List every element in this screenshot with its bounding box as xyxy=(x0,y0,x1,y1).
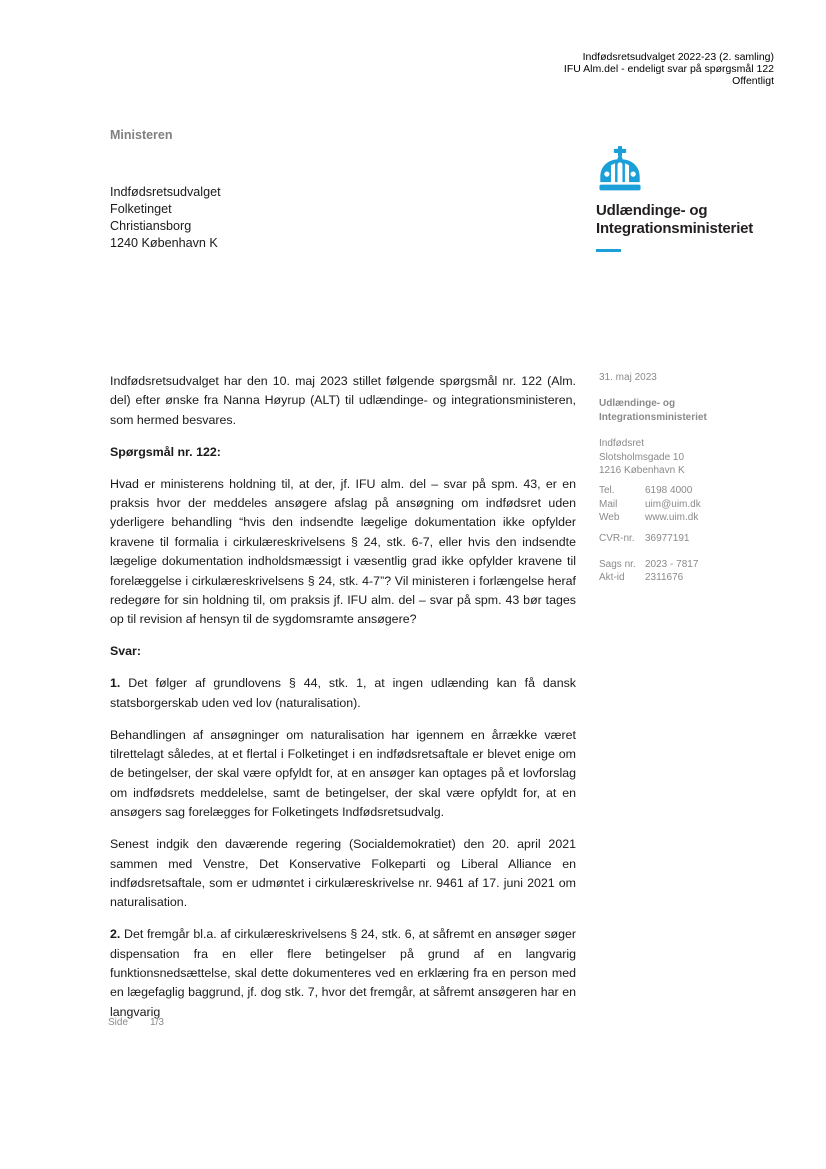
committee-line: Indfødsretsudvalget 2022-23 (2. samling) xyxy=(582,51,774,63)
letter-date: 31. maj 2023 xyxy=(599,372,657,383)
contact-value: uim@uim.dk xyxy=(645,498,701,510)
recipient-line: Indfødsretsudvalget xyxy=(110,185,221,199)
paragraph-text: Senest indgik den daværende regering (Socialdemokratiet) den 20. april 2021 sammen med Venstre, Det Konservative Folkeparti og Liberal Alliance en indfødsretsaftale, som er udmøntet i cirkulæreskrivelse nr. 9461 af 17. juni 2021 om naturalisation. xyxy=(110,837,576,910)
ministry-logo xyxy=(596,146,796,252)
answer-paragraph-3 xyxy=(110,835,576,913)
recipient-line: Christiansborg xyxy=(110,219,192,233)
page-footer xyxy=(108,1017,164,1028)
paragraph-text: Det følger af grundlovens § 44, stk. 1, at ingen udlænding kan få dansk statsborgerskab uden ved lov (naturalisation). xyxy=(110,676,576,710)
question-paragraph: Hvad er ministerens holdning til, at der, jf. IFU alm. del – svar på spm. 43, er en praksis hvor der meddeles ansøgere afslag på ansøgning om indfødsret uden yderligere behandling “hvis den indsendte lægelige dokumentation ikke opfylder kravene til formalia i cirkulæreskrivelsens § 24, stk. 6-7, eller hvis den indsendte lægelige dokumentation indholdsmæssigt i væsentlig grad ikke opfylder kravene til forelæggelse i cirkulæreskrivelsens § 24, stk. 4-7”? Vil ministeren i forlængelse heraf redegøre for sin holdning til, om praksis jf. IFU alm. del – svar på spm. 43 bør tages op til revision af hensyn til de sygdomsramte ansøgere? xyxy=(110,476,576,627)
cvr-row xyxy=(599,532,799,545)
case-number-row xyxy=(599,558,799,571)
committee-header xyxy=(564,51,774,87)
question-heading: Spørgsmål nr. 122: xyxy=(110,444,221,459)
intro-paragraph: Indfødsretsudvalget har den 10. maj 2023 stillet følgende spørgsmål nr. 122 (Alm. del) efter ønske fra Nanna Høyrup (ALT) til udlændinge- og integrationsministeren, som hermed besvares. xyxy=(110,374,576,427)
contact-row-tel xyxy=(599,484,799,497)
sender-label: Ministeren xyxy=(110,128,173,142)
letter-body xyxy=(110,372,576,1035)
act-id-row xyxy=(599,571,799,584)
recipient-address xyxy=(110,184,221,252)
recipient-line: 1240 København K xyxy=(110,236,218,250)
answer-paragraph-4 xyxy=(110,925,576,1022)
ministry-name-line: Integrationsministeriet xyxy=(596,220,754,237)
publicity-line: Offentligt xyxy=(732,75,774,87)
ministry-city: 1216 København K xyxy=(599,465,685,477)
contact-value: 6198 4000 xyxy=(645,485,693,497)
contact-label: Mail xyxy=(599,498,618,510)
crown-icon xyxy=(597,146,643,192)
info-sidebar xyxy=(599,371,799,585)
department-name: Indfødsret xyxy=(599,438,645,450)
logo-underline xyxy=(596,249,621,252)
cvr-label: CVR-nr. xyxy=(599,532,635,544)
page-footer-label: Side xyxy=(108,1017,129,1028)
cvr-value: 36977191 xyxy=(645,532,690,544)
sidebar-ministry-line: Udlændinge- og xyxy=(599,398,676,410)
paragraph-number: 2. xyxy=(110,927,121,942)
answer-paragraph-1 xyxy=(110,674,576,713)
contact-value: www.uim.dk xyxy=(645,512,699,524)
answer-heading: Svar: xyxy=(110,644,141,659)
ministry-name xyxy=(596,202,796,238)
contact-row-mail xyxy=(599,498,799,511)
recipient-line: Folketinget xyxy=(110,202,172,216)
contact-label: Tel. xyxy=(599,485,615,497)
act-id-label: Akt-id xyxy=(599,572,625,584)
act-id-value: 2311676 xyxy=(645,572,684,584)
case-number-label: Sags nr. xyxy=(599,559,636,571)
ministry-street: Slotsholmsgade 10 xyxy=(599,451,685,463)
answer-paragraph-2 xyxy=(110,726,576,823)
contact-row-web xyxy=(599,511,799,524)
ministry-name-line: Udlændinge- og xyxy=(596,202,708,219)
paragraph-text: Det fremgår bl.a. af cirkulæreskrivelsens § 24, stk. 6, at såfremt en ansøger søger dispensation fra en eller flere betingelser på grund af en langvarig funktionsnedsættelse, skal dette dokumenteres ved en erklæring fra en person med en lægefaglig baggrund, jf. dog stk. 7, hvor det fremgår, at såfremt ansøgeren har en langvarig xyxy=(110,927,576,1019)
sidebar-ministry-line: Integrationsministeriet xyxy=(599,411,707,423)
page-number: 1/3 xyxy=(150,1017,164,1028)
paragraph-text: Behandlingen af ansøgninger om naturalisation har igennem en årrække været tilrettelagt således, at et flertal i Folketinget i en indfødsretsaftale er blevet enige om de betingelser, der skal være opfyldt for, at en ansøger kan optages på et lovforslag om indfødsrets meddelelse, samt de betingelser, der skal være opfyldt for, at en ansøgers sag forelægges for Folketingets Indfødsretsudvalg. xyxy=(110,727,576,820)
paragraph-number: 1. xyxy=(110,676,121,691)
case-number-value: 2023 - 7817 xyxy=(645,559,699,571)
contact-label: Web xyxy=(599,512,620,524)
case-reference-line: IFU Alm.del - endeligt svar på spørgsmål 122 xyxy=(563,63,774,75)
